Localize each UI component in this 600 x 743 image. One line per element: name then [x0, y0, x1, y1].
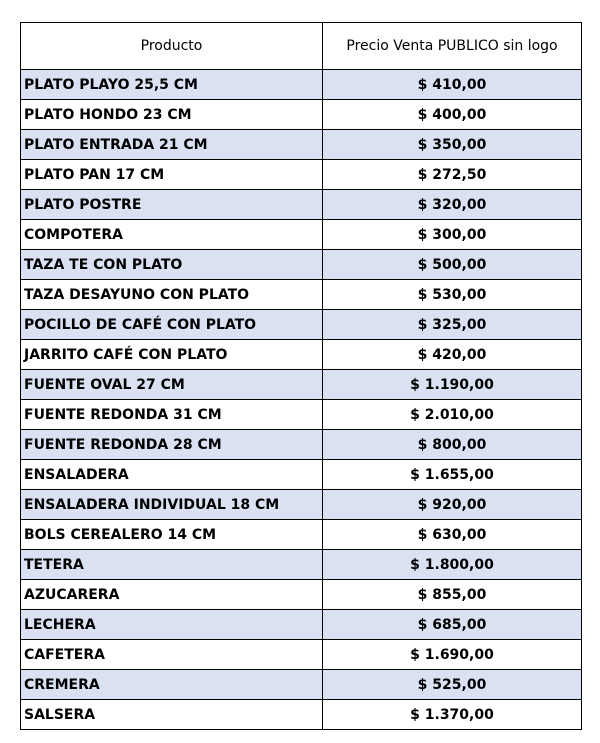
price-cell: $ 410,00 — [323, 70, 582, 100]
table-row — [21, 580, 582, 610]
table-row — [21, 160, 582, 190]
price-cell: $ 2.010,00 — [323, 400, 582, 430]
table-row — [21, 220, 582, 250]
table-row — [21, 280, 582, 310]
product-cell: FUENTE OVAL 27 CM — [21, 370, 323, 400]
price-cell: $ 420,00 — [323, 340, 582, 370]
table-row — [21, 370, 582, 400]
table-row — [21, 520, 582, 550]
table-row — [21, 490, 582, 520]
table-row — [21, 100, 582, 130]
product-cell: COMPOTERA — [21, 220, 323, 250]
product-cell: CAFETERA — [21, 640, 323, 670]
table-row — [21, 130, 582, 160]
product-cell: FUENTE REDONDA 31 CM — [21, 400, 323, 430]
product-cell: TAZA TE CON PLATO — [21, 250, 323, 280]
table-row — [21, 550, 582, 580]
product-cell: PLATO POSTRE — [21, 190, 323, 220]
product-cell: TETERA — [21, 550, 323, 580]
price-cell: $ 1.370,00 — [323, 700, 582, 730]
product-cell: TAZA DESAYUNO CON PLATO — [21, 280, 323, 310]
table-row — [21, 190, 582, 220]
product-cell: PLATO PLAYO 25,5 CM — [21, 70, 323, 100]
table-row — [21, 340, 582, 370]
header-product: Producto — [21, 23, 323, 70]
price-cell: $ 630,00 — [323, 520, 582, 550]
price-cell: $ 800,00 — [323, 430, 582, 460]
product-cell: PLATO PAN 17 CM — [21, 160, 323, 190]
price-cell: $ 530,00 — [323, 280, 582, 310]
price-cell: $ 1.655,00 — [323, 460, 582, 490]
product-cell: LECHERA — [21, 610, 323, 640]
table-row — [21, 640, 582, 670]
price-cell: $ 400,00 — [323, 100, 582, 130]
price-cell: $ 500,00 — [323, 250, 582, 280]
price-cell: $ 1.690,00 — [323, 640, 582, 670]
table-row — [21, 400, 582, 430]
product-cell: CREMERA — [21, 670, 323, 700]
price-cell: $ 920,00 — [323, 490, 582, 520]
table-row — [21, 310, 582, 340]
product-cell: ENSALADERA INDIVIDUAL 18 CM — [21, 490, 323, 520]
header-row — [21, 23, 582, 70]
header-price: Precio Venta PUBLICO sin logo — [323, 23, 582, 70]
price-cell: $ 325,00 — [323, 310, 582, 340]
product-cell: SALSERA — [21, 700, 323, 730]
price-cell: $ 685,00 — [323, 610, 582, 640]
product-cell: FUENTE REDONDA 28 CM — [21, 430, 323, 460]
price-cell: $ 350,00 — [323, 130, 582, 160]
table-row — [21, 70, 582, 100]
table-row — [21, 250, 582, 280]
table-row — [21, 670, 582, 700]
table-header — [21, 23, 582, 70]
product-cell: POCILLO DE CAFÉ CON PLATO — [21, 310, 323, 340]
price-cell: $ 525,00 — [323, 670, 582, 700]
table-row — [21, 610, 582, 640]
price-table — [20, 22, 582, 730]
table-row — [21, 430, 582, 460]
price-cell: $ 855,00 — [323, 580, 582, 610]
price-cell: $ 300,00 — [323, 220, 582, 250]
product-cell: JARRITO CAFÉ CON PLATO — [21, 340, 323, 370]
table-body — [21, 70, 582, 730]
product-cell: BOLS CEREALERO 14 CM — [21, 520, 323, 550]
product-cell: AZUCARERA — [21, 580, 323, 610]
price-cell: $ 1.190,00 — [323, 370, 582, 400]
product-cell: PLATO ENTRADA 21 CM — [21, 130, 323, 160]
product-cell: PLATO HONDO 23 CM — [21, 100, 323, 130]
price-cell: $ 272,50 — [323, 160, 582, 190]
price-cell: $ 1.800,00 — [323, 550, 582, 580]
price-cell: $ 320,00 — [323, 190, 582, 220]
product-cell: ENSALADERA — [21, 460, 323, 490]
table-row — [21, 460, 582, 490]
table-row — [21, 700, 582, 730]
